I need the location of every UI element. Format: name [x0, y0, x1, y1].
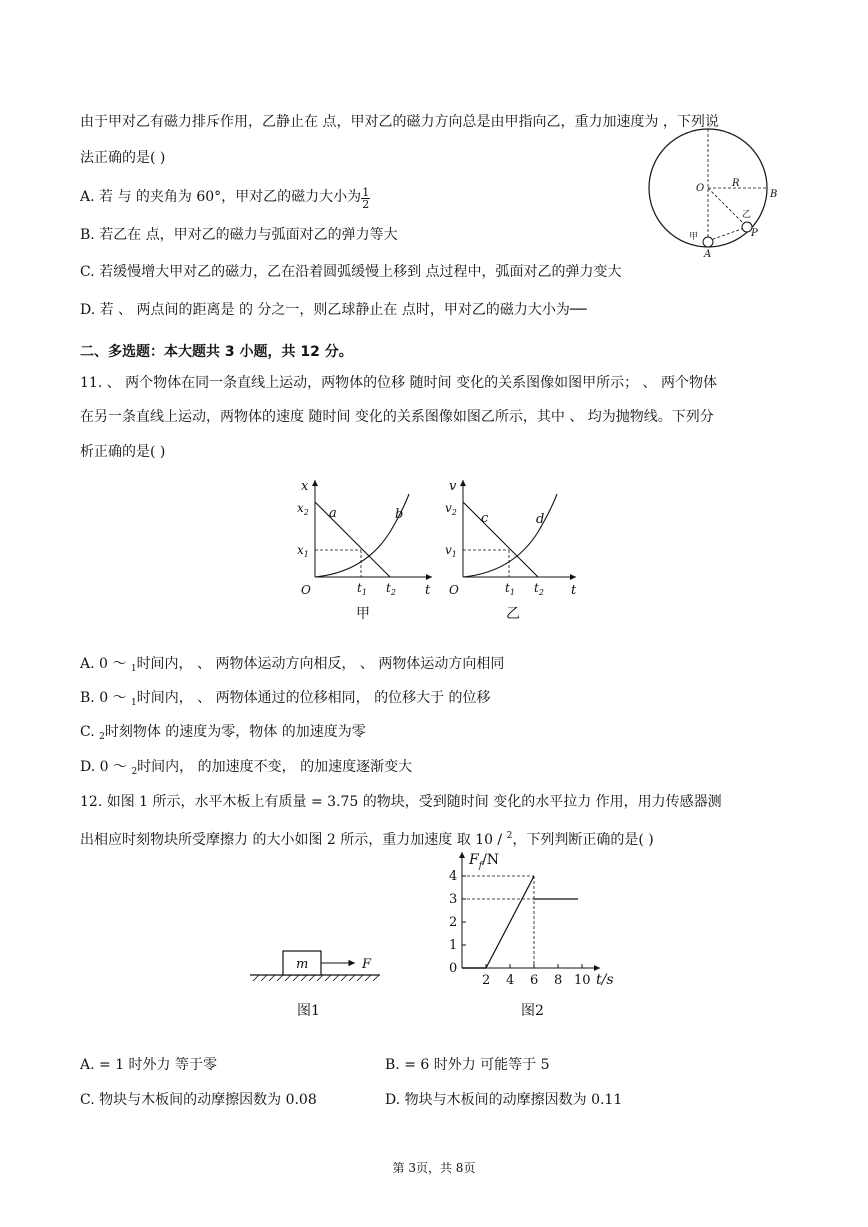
q12-option-a: A. = 1 时外力 等于零: [80, 1057, 217, 1073]
label-a: a: [329, 506, 337, 521]
option-subscript: 2: [131, 767, 138, 777]
force-label-f: F: [362, 957, 372, 972]
ball-jia: [703, 237, 713, 247]
stem-text: ，下列判断正确的是( ): [512, 832, 654, 848]
x-tick-4: 4: [506, 973, 515, 988]
option-text: D. 0 ～: [80, 759, 132, 775]
y-tick-2: 2: [449, 915, 458, 930]
q10-option-a-text: A. 若 与 的夹角为 60°，甲对乙的磁力大小为: [80, 189, 362, 205]
q12-figure1: [245, 940, 395, 1020]
axis-label-t: t: [571, 583, 577, 598]
label-c: c: [481, 511, 489, 526]
q10-option-a: [80, 187, 370, 210]
q11-option-b: [80, 688, 491, 713]
label-b: B: [770, 189, 778, 200]
q10-stem-line2: 法正确的是( ): [80, 150, 166, 166]
board-hatching: [253, 975, 379, 981]
y-tick-1: 1: [449, 938, 458, 953]
option-text: 时间内， 的加速度不变， 的加速度逐渐变大: [137, 759, 413, 775]
q10-option-a-fraction: [361, 187, 370, 210]
x-tick-6: 6: [530, 973, 539, 988]
q12-stem-line1: 12. 如图 1 所示，水平木板上有质量 = 3.75 的物块，受到随时间 变化的水平拉力 作用，用力传感器测: [80, 794, 722, 810]
axis-label-v: v: [449, 479, 457, 494]
tick-t1: $t_1$: [357, 581, 367, 597]
graph-caption-yi: 乙: [506, 606, 520, 622]
q11-option-c: [80, 722, 366, 747]
origin-label: O: [449, 583, 459, 597]
x-axis-label: t/s: [596, 972, 614, 988]
option-text: A. 0 ～: [80, 656, 131, 672]
x-tick-2: 2: [482, 973, 491, 988]
label-p: P: [751, 228, 758, 239]
block-label-m: m: [296, 957, 309, 972]
fraction-denominator: 2: [362, 198, 370, 211]
option-text: C.: [80, 724, 100, 740]
q12-option-d: D. 物块与木板间的动摩擦因数为 0.11: [385, 1092, 623, 1108]
tick-t1: $t_1$: [505, 581, 515, 597]
q12-figure2: [440, 846, 625, 1021]
q10-option-c: C. 若缓慢增大甲对乙的磁力，乙在沿着圆弧缓慢上移到 点过程中，弧面对乙的弹力变大: [80, 264, 622, 280]
q11-graph-jia: [285, 472, 435, 627]
label-yi: 乙: [742, 210, 752, 220]
figure2-caption: 图2: [521, 1003, 544, 1019]
label-a: A: [704, 249, 712, 260]
graph-caption-jia: 甲: [356, 606, 370, 622]
line-c: [463, 502, 538, 577]
y-tick-marks: [462, 876, 466, 945]
axis-label-x: x: [301, 479, 309, 494]
q12-option-b: B. = 6 时外力 可能等于 5: [385, 1057, 550, 1073]
y-tick-3: 3: [449, 892, 458, 907]
tick-x1: $x_1$: [297, 543, 309, 559]
tick-v1: $v_1$: [445, 543, 457, 559]
page-footer: 第 3页，共 8页: [392, 1161, 476, 1175]
x-tick-8: 8: [554, 973, 563, 988]
tick-v2: $v_2$: [445, 501, 457, 517]
origin-label: O: [301, 583, 311, 597]
q10-option-d: D. 若 、 两点间的距离是 的 分之一，则乙球静止在 点时，甲对乙的磁力大小为──: [80, 302, 587, 318]
x-tick-10: 10: [574, 973, 591, 988]
y-tick-4: 4: [449, 869, 458, 884]
q10-stem-line1: 由于甲对乙有磁力排斥作用，乙静止在 点，甲对乙的磁力方向总是由甲指向乙，重力加速度为 ，下列说: [80, 114, 719, 130]
label-jia: 甲: [689, 232, 699, 242]
curve-d: [463, 494, 557, 577]
radius-op: [708, 188, 747, 227]
q11-stem-line1: 11. 、 两个物体在同一条直线上运动，两物体的位移 随时间 变化的关系图像如图甲所示； 、 两个物体: [80, 375, 717, 391]
fraction-numerator: 1: [362, 186, 370, 199]
label-d: d: [536, 512, 545, 527]
label-r: R: [732, 178, 740, 189]
q12-option-c: C. 物块与木板间的动摩擦因数为 0.08: [80, 1092, 317, 1108]
friction-rising-segment: [486, 876, 534, 968]
line-ap: [708, 227, 747, 241]
q10-circle-figure: [640, 135, 790, 265]
label-o: O: [696, 183, 705, 194]
option-text: 时间内， 、 两物体运动方向相反， 、 两物体运动方向相同: [136, 656, 505, 672]
tick-t2: $t_2$: [386, 581, 396, 597]
label-b: b: [395, 507, 404, 522]
q11-stem-line2: 在另一条直线上运动，两物体的速度 随时间 变化的关系图像如图乙所示，其中 、 均为抛物线。下列分: [80, 409, 714, 425]
option-subscript: 2: [99, 732, 105, 742]
option-subscript: 1: [131, 698, 137, 708]
figure1-caption: 图1: [297, 1003, 320, 1019]
q11-option-a: [80, 654, 504, 679]
line-a: [315, 502, 390, 577]
option-text: B. 0 ～: [80, 690, 131, 706]
option-subscript: 1: [130, 664, 137, 674]
axis-label-t: t: [425, 583, 431, 598]
tick-t2: $t_2$: [534, 581, 544, 597]
option-text: 时间内， 、 两物体通过的位移相同， 的位移大于 的位移: [136, 690, 491, 706]
q11-option-d: [80, 757, 412, 782]
q11-stem-line3: 析正确的是( ): [80, 444, 166, 460]
stem-superscript: 2: [506, 831, 513, 841]
tick-x2: $x_2$: [297, 501, 309, 517]
y-axis-label: $F_f/N$: [469, 852, 500, 871]
y-tick-0: 0: [449, 961, 458, 976]
section2-title: 二、多选题：本大题共 3 小题，共 12 分。: [80, 344, 353, 360]
q11-graph-yi: [433, 472, 583, 627]
stem-text: 出相应时刻物块所受摩擦力 的大小如图 2 所示，重力加速度 取 10 /: [80, 832, 507, 848]
option-text: 时刻物体 的速度为零，物体 的加速度为零: [104, 724, 366, 740]
q10-option-b: B. 若乙在 点，甲对乙的磁力与弧面对乙的弹力等大: [80, 227, 398, 243]
